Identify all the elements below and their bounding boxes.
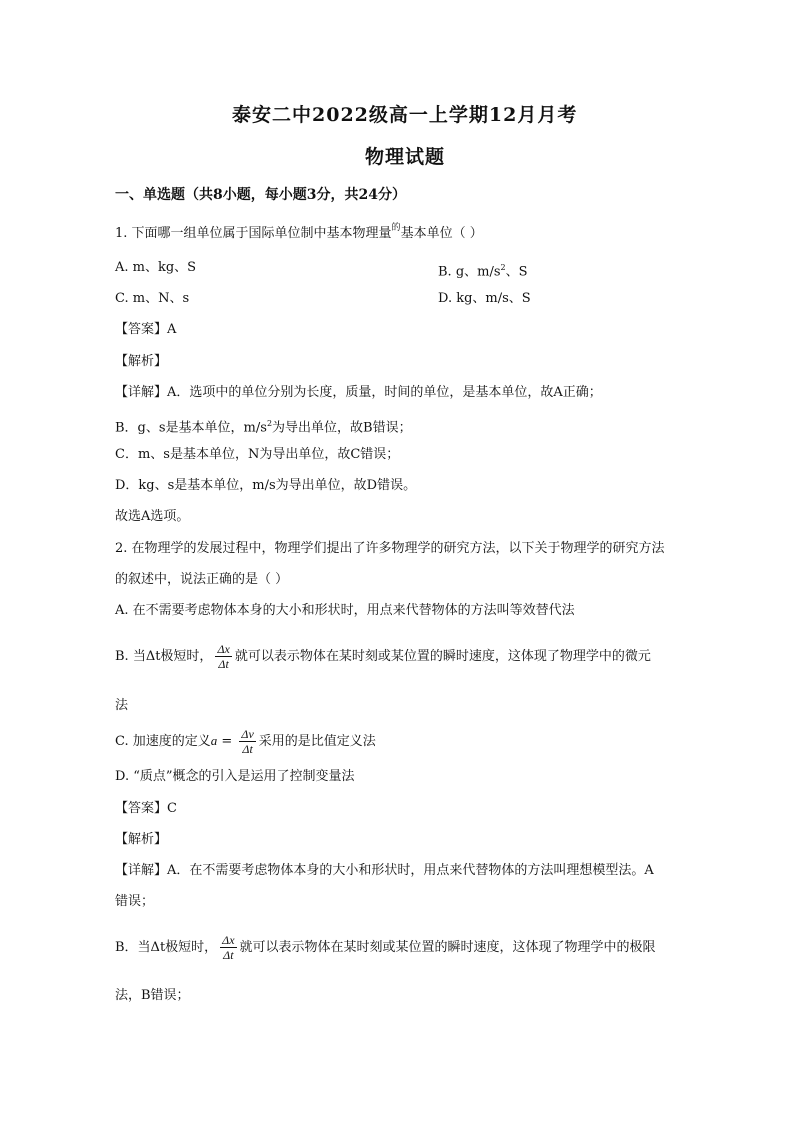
- q2-option-c-eq: =: [217, 734, 237, 749]
- q1-stem: [115, 225, 483, 244]
- q1-stem-a: 1. 下面哪一组单位属于国际单位制中基本物理量: [115, 226, 392, 241]
- q2-option-b-pre: B. 当Δt极短时，: [115, 649, 213, 664]
- q2-stem-line2: 的叙述中，说法正确的是（ ）: [115, 572, 289, 587]
- q2-option-b: [115, 639, 651, 675]
- q1-detail-d: D．kg、s是基本单位，m/s为导出单位，故D错误。: [115, 478, 417, 493]
- q2-detail-a-line1: 【详解】A．在不需要考虑物体本身的大小和形状时，用点来代替物体的方法叫理想模型法。A: [115, 863, 654, 878]
- q2-option-a: A. 在不需要考虑物体本身的大小和形状时，用点来代替物体的方法叫等效替代法: [115, 603, 575, 618]
- q2-option-c: [115, 723, 376, 760]
- q2-detail-a-line2: 错误；: [115, 894, 155, 909]
- q2-option-b-fraction: [215, 642, 231, 671]
- q2-option-d: D. “质点”概念的引入是运用了控制变量法: [115, 769, 355, 784]
- q1-option-d: D. kg、m/s、S: [438, 291, 531, 306]
- q2-option-b-frac-num: Δx: [217, 642, 230, 656]
- q1-option-b-sup: 2: [500, 263, 506, 272]
- exam-subtitle: 物理试题: [365, 146, 446, 168]
- q1-detail-b-post: 为导出单位，故B错误；: [272, 420, 412, 436]
- q2-detail-b: [115, 930, 656, 966]
- q1-detail-b-sup: 2: [266, 419, 273, 428]
- q1-option-b-pre: B. g、m/s: [438, 264, 501, 280]
- q1-answer: 【答案】A: [115, 322, 177, 337]
- q2-option-c-post: 采用的是比值定义法: [258, 734, 376, 749]
- q2-detail-b-frac-num: Δx: [222, 933, 235, 947]
- q2-option-b-frac-den: Δt: [218, 657, 229, 671]
- q1-conclusion: 故选A选项。: [115, 509, 190, 524]
- q2-option-c-frac-den: Δt: [242, 742, 253, 756]
- q1-option-b: [438, 259, 528, 281]
- q1-stem-de: 的: [391, 223, 401, 233]
- q1-detail-b-pre: B．g、s是基本单位，m/s: [115, 420, 267, 436]
- q1-stem-b: 基本单位（ ）: [400, 226, 483, 241]
- q2-detail-b-pre: B．当Δt极短时，: [115, 940, 218, 955]
- q1-analysis-label: 【解析】: [115, 354, 168, 369]
- q1-detail-a: 【详解】A．选项中的单位分别为长度，质量，时间的单位，是基本单位，故A正确；: [115, 385, 602, 400]
- q2-option-c-a: a: [210, 733, 218, 748]
- q2-option-c-pre: C. 加速度的定义: [115, 734, 211, 749]
- q2-detail-b-post: 就可以表示物体在某时刻或某位置的瞬时速度，这体现了物理学中的极限: [239, 940, 656, 955]
- section-heading: 一、单选题（共8小题，每小题3分，共24分）: [115, 187, 406, 203]
- q2-answer: 【答案】C: [115, 801, 177, 816]
- q1-option-b-post: 、S: [505, 264, 528, 280]
- q2-stem-line1: 2. 在物理学的发展过程中，物理学们提出了许多物理学的研究方法，以下关于物理学的研究方法: [115, 541, 665, 556]
- q2-option-b-post: 就可以表示物体在某时刻或某位置的瞬时速度，这体现了物理学中的微元: [234, 649, 651, 664]
- q1-detail-c: C．m、s是基本单位，N为导出单位，故C错误；: [115, 447, 400, 462]
- q1-option-c: C. m、N、s: [115, 291, 190, 306]
- q2-detail-b-frac-den: Δt: [223, 948, 234, 962]
- q2-option-c-frac-num: Δv: [241, 727, 254, 741]
- q2-option-b-line2: 法: [115, 698, 129, 713]
- q2-option-c-fraction: [239, 727, 255, 756]
- q1-option-a: A. m、kg、S: [115, 260, 197, 275]
- q2-analysis-label: 【解析】: [115, 832, 168, 847]
- q1-detail-b: [115, 415, 412, 437]
- q2-detail-b-line2: 法，B错误；: [115, 988, 190, 1003]
- exam-title: 泰安二中2022级高一上学期12月月考: [232, 104, 578, 126]
- q2-detail-b-fraction: [220, 933, 236, 962]
